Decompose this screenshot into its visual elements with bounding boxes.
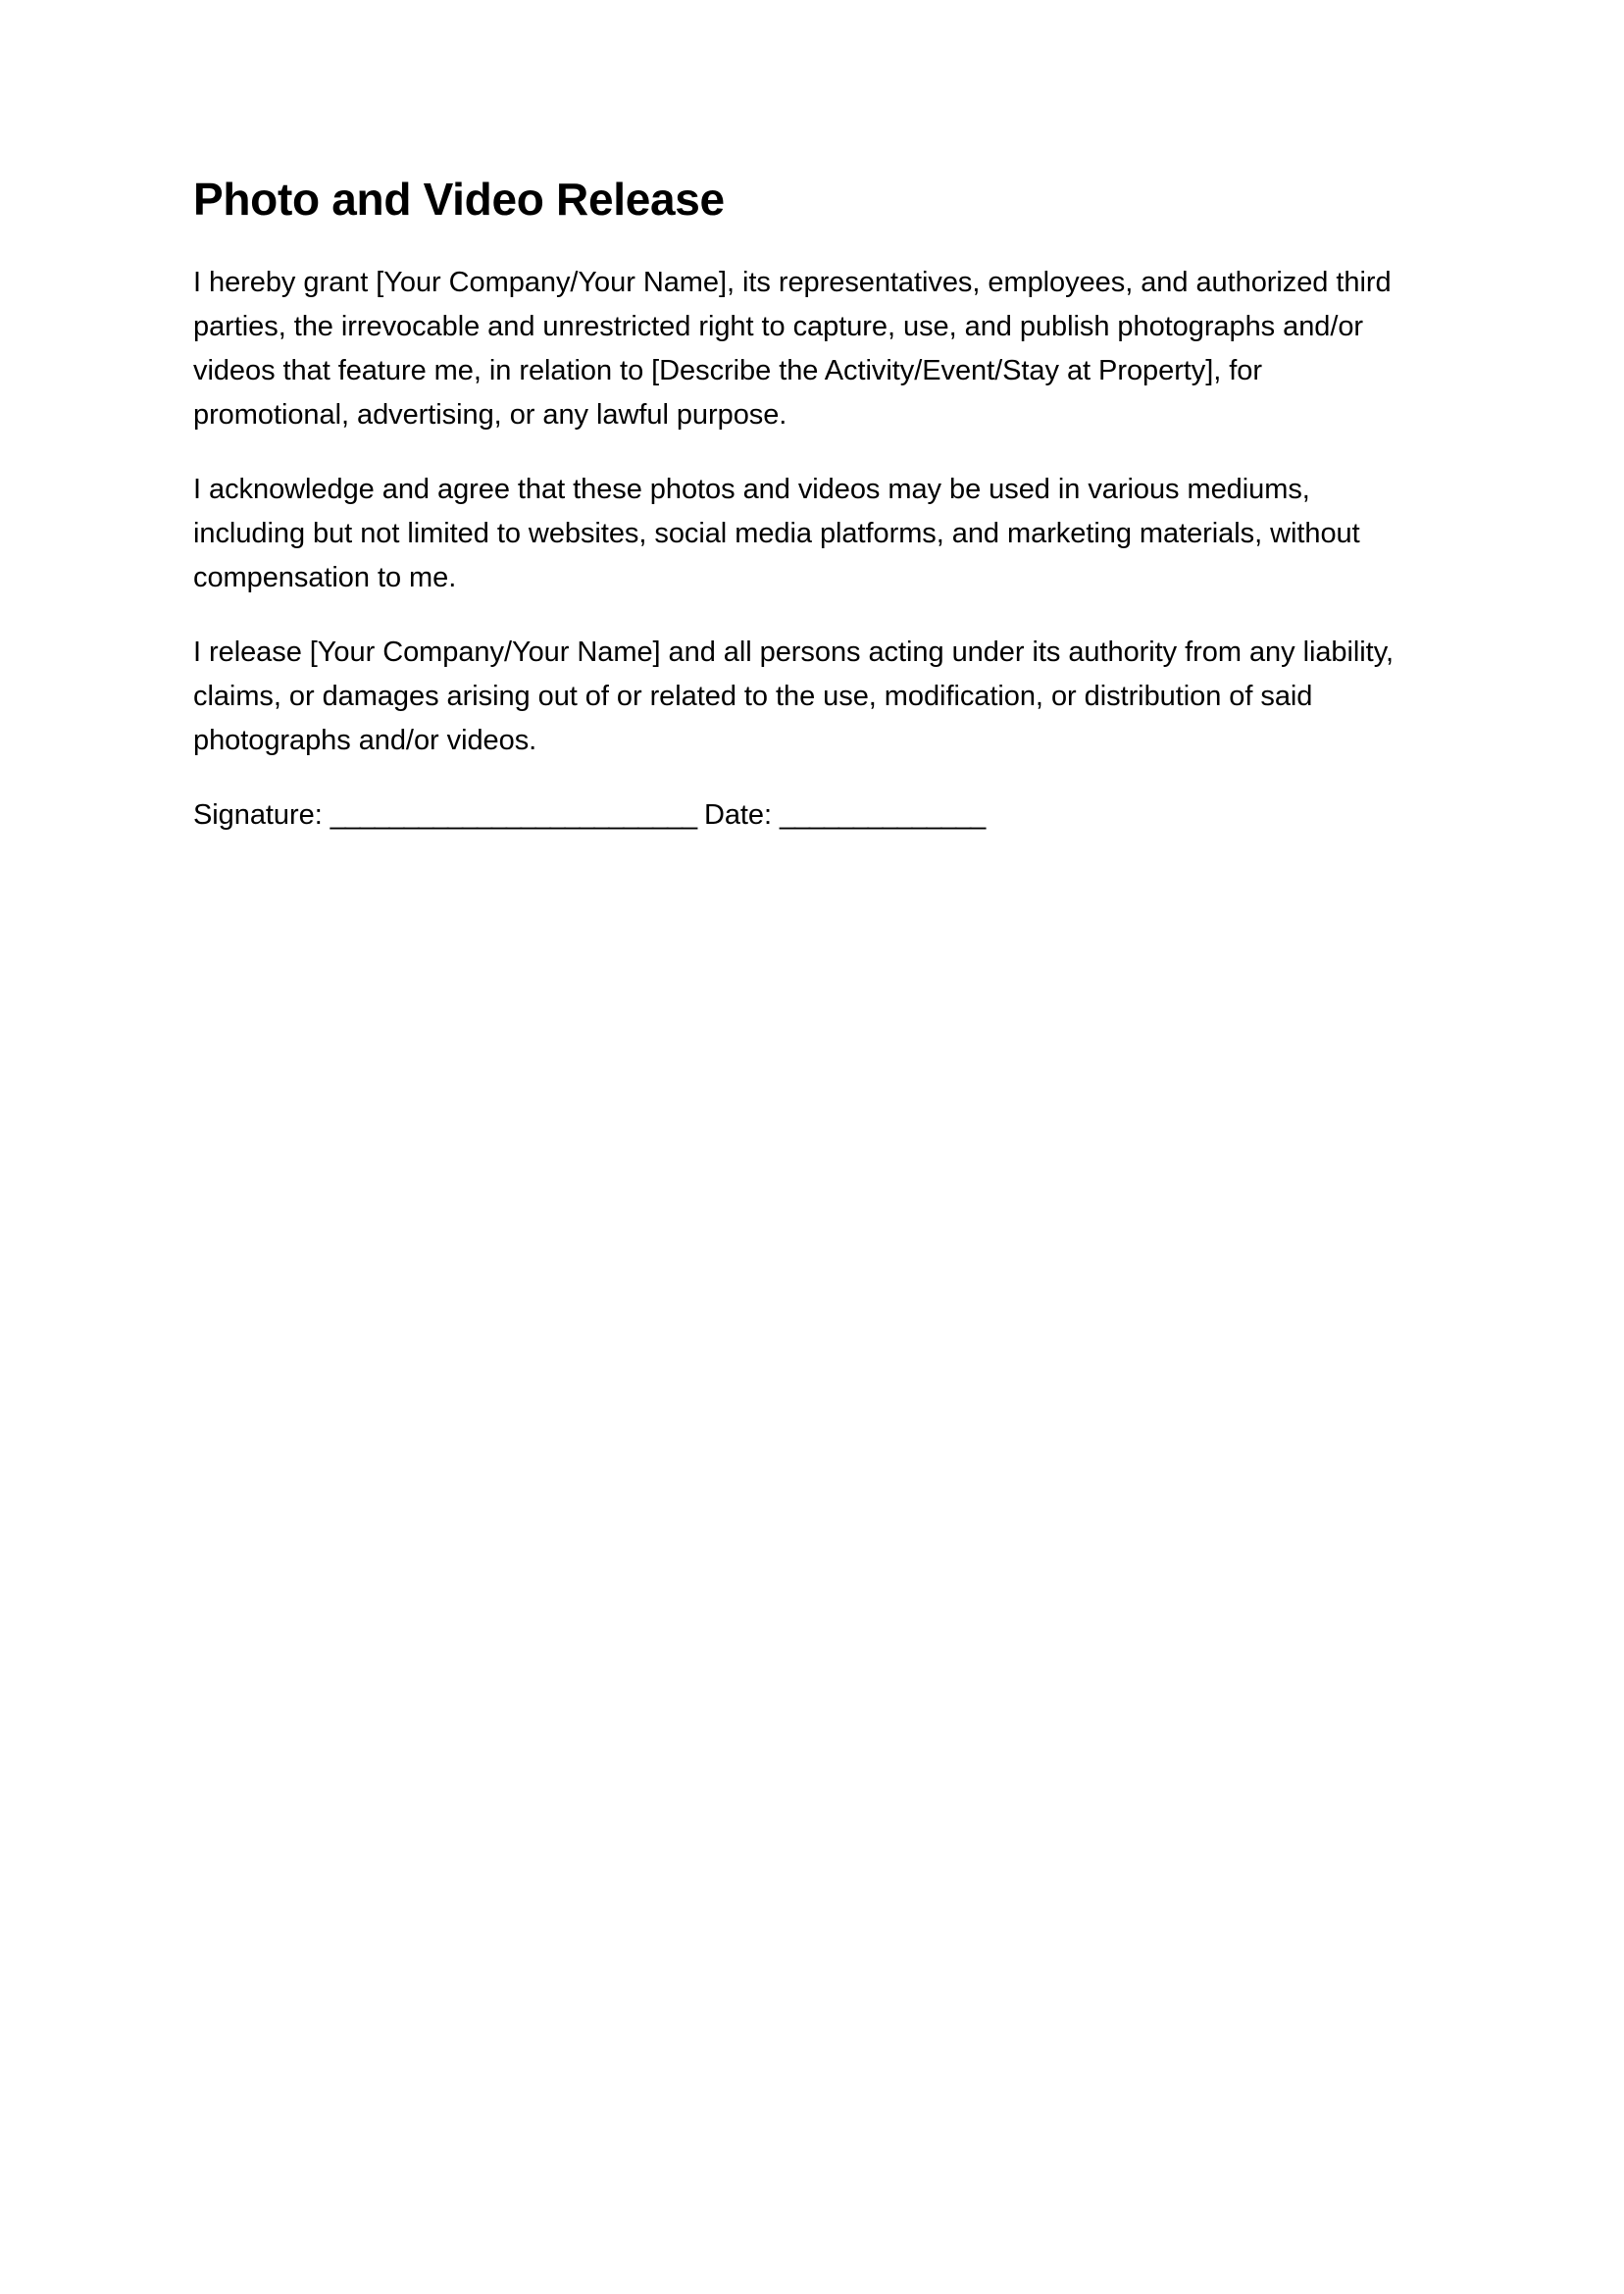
signature-field[interactable]: _________________________	[330, 798, 696, 831]
release-liability-paragraph: I release [Your Company/Your Name] and all persons acting under its authority from any liability, claims, or damages arising out of or related to the use, modification, or distribution of said photographs and/or videos.	[193, 636, 1394, 756]
date-label: Date:	[703, 798, 773, 831]
signature-spacer	[323, 799, 330, 831]
signature-label: Signature:	[193, 798, 323, 831]
document-body	[193, 175, 1414, 838]
signature-date-spacer	[696, 799, 704, 831]
release-acknowledgement-paragraph: I acknowledge and agree that these photos and videos may be used in various mediums, including but not limited to websites, social media platforms, and marketing materials, without compensation to me.	[193, 473, 1360, 593]
signature-date-line	[193, 793, 1414, 838]
page-title: Photo and Video Release	[193, 174, 725, 225]
date-spacer	[772, 799, 780, 831]
release-grant-paragraph: I hereby grant [Your Company/Your Name], its representatives, employees, and authorized third parties, the irrevocable and unrestricted right to capture, use, and publish photographs and/or videos that feature me, in relation to [Describe the Activity/Event/Stay at Property], for promotional, advertising, or any lawful purpose.	[193, 266, 1392, 431]
date-field[interactable]: ______________	[780, 798, 986, 831]
